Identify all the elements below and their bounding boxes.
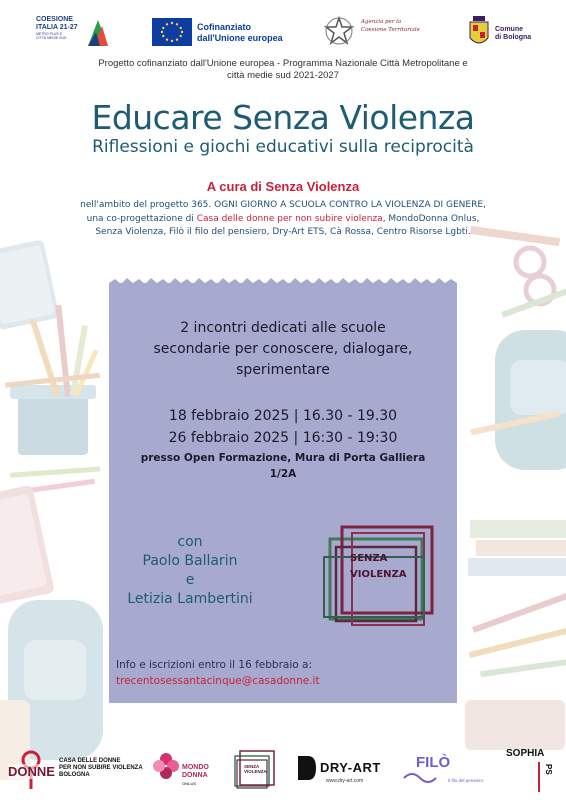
coesione-line2: ITALIA 21-27 xyxy=(36,24,78,31)
contact-email[interactable]: trecentosessantacinque@casadonne.it xyxy=(116,675,320,687)
coesione-line1: COESIONE xyxy=(36,16,73,23)
speakers xyxy=(115,533,265,609)
card-intro-line1: 2 incontri dedicati alle scuole xyxy=(180,320,386,336)
italian-republic-emblem-icon xyxy=(322,16,356,48)
and-label: e xyxy=(185,572,195,588)
project-description xyxy=(30,199,536,240)
filo-subtitle: Il filo del pensiero xyxy=(448,778,484,783)
page-subtitle: Riflessioni e giochi educativi sulla reciprocità xyxy=(92,137,474,157)
curator-line: A cura di Senza Violenza xyxy=(206,179,360,194)
project-line2: città medie sud 2021-2027 xyxy=(227,70,339,81)
sophia-bar xyxy=(538,762,540,792)
sv-small-line2: VIOLENZA xyxy=(244,769,267,774)
with-label: con xyxy=(177,534,203,550)
coesione-flag-icon xyxy=(86,18,110,48)
filo-wave-icon xyxy=(402,770,442,786)
casa-line3: BOLOGNA xyxy=(59,772,90,778)
card-intro-line2: secondarie per conoscere, dialogare, xyxy=(153,341,413,357)
sv-small-line1: SENZA xyxy=(244,764,260,769)
logo-line2: VIOLENZA xyxy=(350,569,407,580)
desc-line3: Senza Violenza, Filò il filo del pensiero, Dry-Art ETS, Cà Rossa, Centro Risorse Lgbti. xyxy=(95,227,471,237)
bologna-line2: di Bologna xyxy=(495,34,532,41)
dry-art-url: www.dry-art.com xyxy=(326,778,364,784)
bologna-crest-icon xyxy=(467,14,491,50)
bologna-line1: Comune xyxy=(495,26,523,33)
dry-art-label: DRY-ART xyxy=(320,760,381,775)
eu-line1: Cofinanziato xyxy=(197,22,251,32)
sophia-side-label: PS xyxy=(544,764,553,775)
eu-cofinanced-label xyxy=(197,22,283,44)
mondo-line2: DONNA xyxy=(182,772,208,779)
project-line1: Progetto cofinanziato dall'Unione europea - Programma Nazionale Città Metropolitane e xyxy=(98,58,468,69)
mondo-donna-label xyxy=(182,764,209,788)
desc-line2 xyxy=(30,213,536,227)
place-line2: 1/2A xyxy=(269,468,297,480)
speaker-2: Letizia Lambertini xyxy=(127,591,253,607)
desc-line2-c: , MondoDonna Onlus, xyxy=(382,213,480,224)
event-date-1: 18 febbraio 2025 | 16.30 - 19.30 xyxy=(168,408,398,424)
filo-label: FILÒ xyxy=(416,754,451,771)
speaker-1: Paolo Ballarin xyxy=(142,553,238,569)
project-funding-line xyxy=(30,58,536,82)
donne-logo xyxy=(8,750,54,790)
casa-line2: PER NON SUBIRE VIOLENZA xyxy=(59,765,143,771)
logo-line1: SENZA xyxy=(350,553,388,564)
card-intro-line3: sperimentare xyxy=(236,362,330,378)
desc-line2-a: una co-progettazione di xyxy=(86,213,197,224)
page-title: Educare Senza Violenza xyxy=(91,98,475,137)
agency-line1: Agenzia per la xyxy=(361,19,402,25)
desc-line1: nell'ambito del progetto 365. OGNI GIORNO A SCUOLA CONTRO LA VIOLENZA DI GENERE, xyxy=(80,200,486,210)
agency-label xyxy=(361,18,420,34)
desc-line2-b: Casa delle donne per non subire violenza xyxy=(196,213,383,224)
casa-donne-label xyxy=(59,758,143,779)
mondo-line3: ONLUS xyxy=(182,781,196,786)
dry-art-icon xyxy=(296,754,318,782)
info-text: Info e iscrizioni entro il 16 febbraio a: xyxy=(116,659,313,671)
coesione-line4: CITTÀ MEDIE SUD xyxy=(36,36,67,40)
bologna-label xyxy=(495,26,531,42)
eu-line2: dall'Unione europea xyxy=(197,33,283,43)
senza-violenza-logo-text xyxy=(350,551,407,583)
casa-line1: CASA DELLE DONNE xyxy=(59,758,121,764)
event-date-2: 26 febbraio 2025 | 16:30 - 19:30 xyxy=(168,430,398,446)
card-intro xyxy=(120,318,446,381)
place-line1: presso Open Formazione, Mura di Porta Galliera xyxy=(140,452,426,464)
donne-label: DONNE xyxy=(8,764,55,779)
event-dates xyxy=(120,405,446,449)
sophia-label: SOPHIA xyxy=(506,748,545,759)
mondo-line1: MONDO xyxy=(182,764,209,771)
coesione-line3: METRO PLUS E xyxy=(36,32,63,36)
sv-small-label xyxy=(244,764,267,774)
agency-line2: Coesione Territoriale xyxy=(361,27,420,33)
event-place xyxy=(115,450,451,482)
mondo-donna-flower-icon xyxy=(152,752,180,780)
eu-flag-icon xyxy=(152,18,192,46)
